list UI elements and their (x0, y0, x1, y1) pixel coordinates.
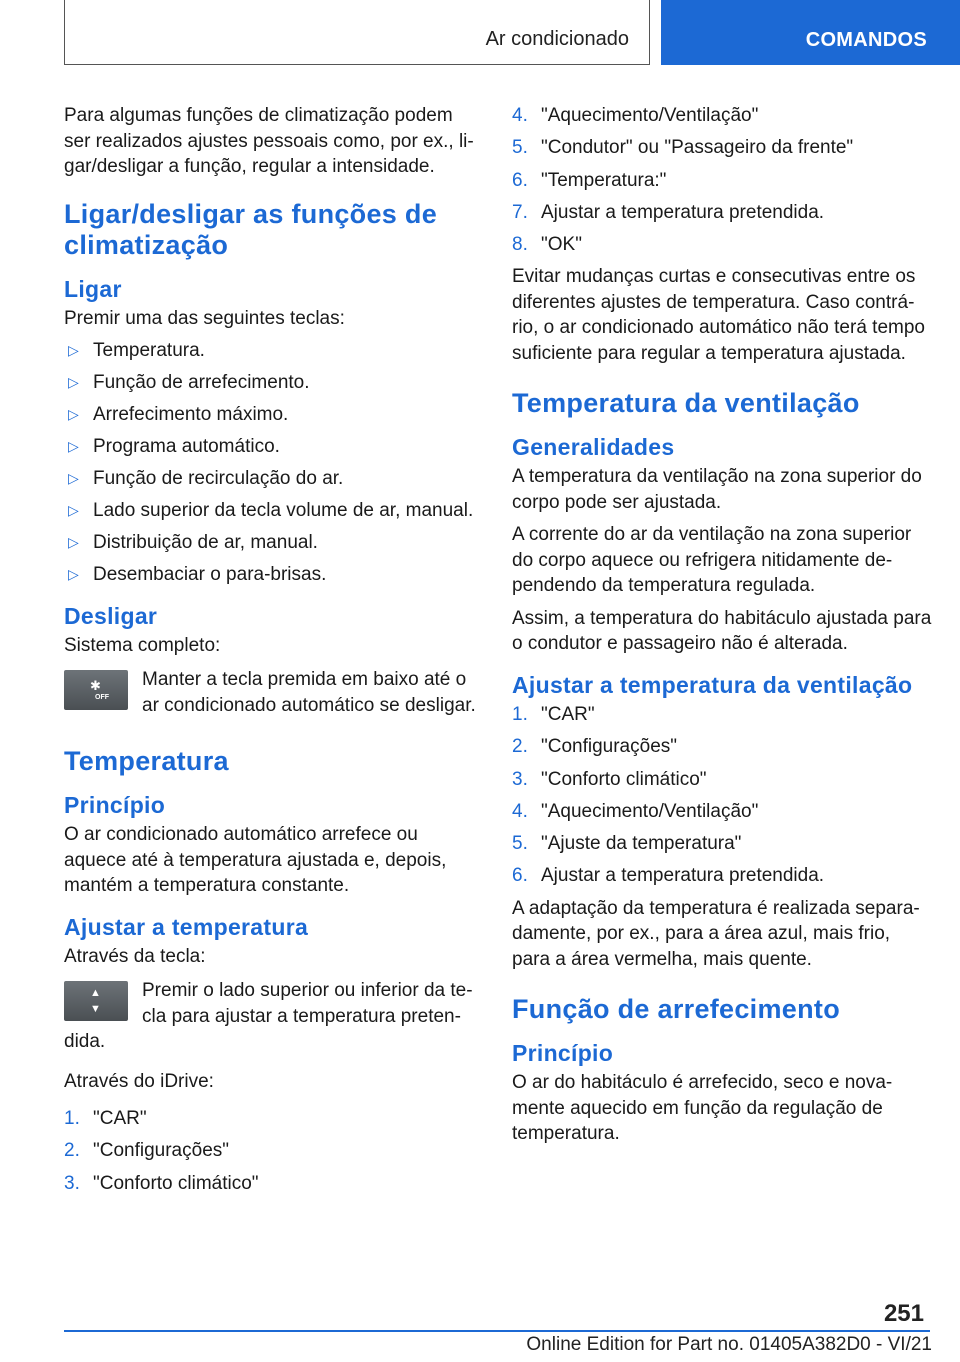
heading-funcao-arrefecimento: Função de arrefecimento (512, 994, 840, 1025)
list-item: 5. "Ajuste da temperatura" (512, 833, 742, 855)
section-title: Ar condicionado (485, 28, 629, 50)
heading-temperatura-ventilacao: Temperatura da ventilação (512, 388, 860, 419)
list-item: ▷ Função de arrefecimento. (64, 370, 476, 396)
page-header (0, 0, 960, 66)
ligar-list (64, 338, 476, 588)
desligar-key-row (64, 667, 476, 718)
footer-edition: Online Edition for Part no. 01405A382D0 - VI/21 (526, 1334, 932, 1355)
temperature-rocker-key-icon (64, 981, 128, 1021)
intro-paragraph: Para algumas funções de climatização podem ser realizados ajustes pessoais como, por ex., ligar/desligar a função, regular a intensidade. (64, 105, 474, 177)
chapter-tab-label: COMANDOS (805, 29, 927, 51)
arrow-up-icon: ▲ (90, 987, 101, 999)
list-item: 4. "Aquecimento/Ventilação" (512, 105, 759, 126)
triangle-bullet-icon: ▷ (68, 502, 79, 518)
desligar-text: Sistema completo: (64, 634, 221, 656)
arrow-down-icon: ▼ (90, 1003, 101, 1015)
generalidades-p1: A temperatura da ventilação na zona superior do corpo pode ser ajustada. (512, 466, 922, 513)
heading-principio: Princípio (64, 792, 166, 818)
triangle-bullet-icon: ▷ (68, 566, 79, 582)
list-item: ▷ Temperatura. (64, 338, 476, 364)
list-item: 1. "CAR" (64, 1108, 147, 1129)
list-item: 4. "Aquecimento/Ventilação" (512, 800, 759, 822)
heading-ajustar-ventilacao: Ajustar a temperatura da ventilação (512, 671, 913, 698)
heading-desligar: Desligar (64, 602, 158, 629)
heading-ajustar-temperatura: Ajustar a temperatura (64, 913, 309, 940)
generalidades-p3: Assim, a temperatura do habitáculo ajustada para o condutor e passageiro não é alterada. (512, 607, 932, 655)
list-item: 2. "Configurações" (512, 736, 678, 758)
list-item: 6. Ajustar a temperatura pretendida. (512, 865, 825, 887)
page-number: 251 (883, 1300, 924, 1327)
ajustar-key-text: Premir o lado superior ou inferior da tecla para ajustar a temperatura pretendida. (64, 980, 473, 1052)
triangle-bullet-icon: ▷ (68, 470, 79, 486)
desligar-key-text: Manter a tecla premida em baixo até o ar condicionado automático se desligar. (142, 669, 476, 716)
evitar-text: Evitar mudanças curtas e consecutivas entre os diferentes ajustes de temperatura. Caso contrário, o ar condicionado automático não terá tempo suficiente para regular a temperatura ajustada. (512, 266, 925, 364)
ajustar-key-row (64, 978, 476, 1055)
right-column (512, 103, 932, 1154)
chapter-tab (661, 0, 960, 65)
footer-divider (64, 1330, 930, 1332)
key-off-label: OFF (95, 694, 109, 701)
triangle-bullet-icon: ▷ (68, 438, 79, 454)
list-item: 2. "Configurações" (64, 1140, 230, 1162)
idrive-text: Através do iDrive: (64, 1070, 214, 1092)
list-item: 3. "Conforto climático" (512, 768, 707, 790)
idrive-steps-continued (512, 103, 932, 258)
principio-text: O ar condicionado automático arrefece ou aquece até à temperatura ajustada e, depois, mantém a temperatura constante. (64, 824, 447, 896)
list-item: ▷ Lado superior da tecla volume de ar, manual. (64, 498, 476, 524)
fan-off-key-icon (64, 670, 128, 710)
heading-temperatura: Temperatura (64, 746, 229, 776)
triangle-bullet-icon: ▷ (68, 534, 79, 550)
list-item: 1. "CAR" (512, 703, 595, 725)
principio-2-text: O ar do habitáculo é arrefecido, seco e novamente aquecido em função da regulação de temperatura. (512, 1072, 893, 1145)
list-item: ▷ Desembaciar o para-brisas. (64, 562, 476, 588)
fan-icon: ✱ (90, 678, 101, 693)
heading-ligar: Ligar (64, 275, 122, 302)
list-item: 7. Ajustar a temperatura pretendida. (512, 201, 825, 223)
heading-principio-2: Princípio (512, 1040, 614, 1067)
triangle-bullet-icon: ▷ (68, 342, 79, 358)
list-item: ▷ Programa automático. (64, 434, 476, 460)
heading-generalidades: Generalidades (512, 434, 675, 461)
ligar-text: Premir uma das seguintes teclas: (64, 307, 345, 329)
generalidades-p2: A corrente do ar da ventilação na zona superior do corpo aquece ou refrigera nitidamente dependendo da temperatura regulada. (512, 524, 912, 597)
list-item: ▷ Distribuição de ar, manual. (64, 530, 476, 556)
list-item: 8. "OK" (512, 234, 582, 256)
heading-ligar-desligar: Ligar/desligar as funções de climatização (64, 198, 438, 260)
list-item: ▷ Arrefecimento máximo. (64, 402, 476, 428)
list-item: 5. "Condutor" ou "Passageiro da frente" (512, 137, 854, 159)
left-column (64, 103, 476, 1203)
ajustar-text: Através da tecla: (64, 945, 206, 967)
list-item: ▷ Função de recirculação do ar. (64, 466, 476, 492)
idrive-steps (64, 1106, 476, 1196)
triangle-bullet-icon: ▷ (68, 406, 79, 422)
list-item: 6. "Temperatura:" (512, 169, 667, 191)
list-item: 3. "Conforto climático" (64, 1172, 259, 1194)
triangle-bullet-icon: ▷ (68, 374, 79, 390)
ventilacao-steps (512, 702, 932, 889)
adaptacao-text: A adaptação da temperatura é realizada separadamente, por ex., para a área azul, mais frio, para a área vermelha, mais quente. (512, 897, 920, 970)
section-title-box (64, 0, 650, 65)
